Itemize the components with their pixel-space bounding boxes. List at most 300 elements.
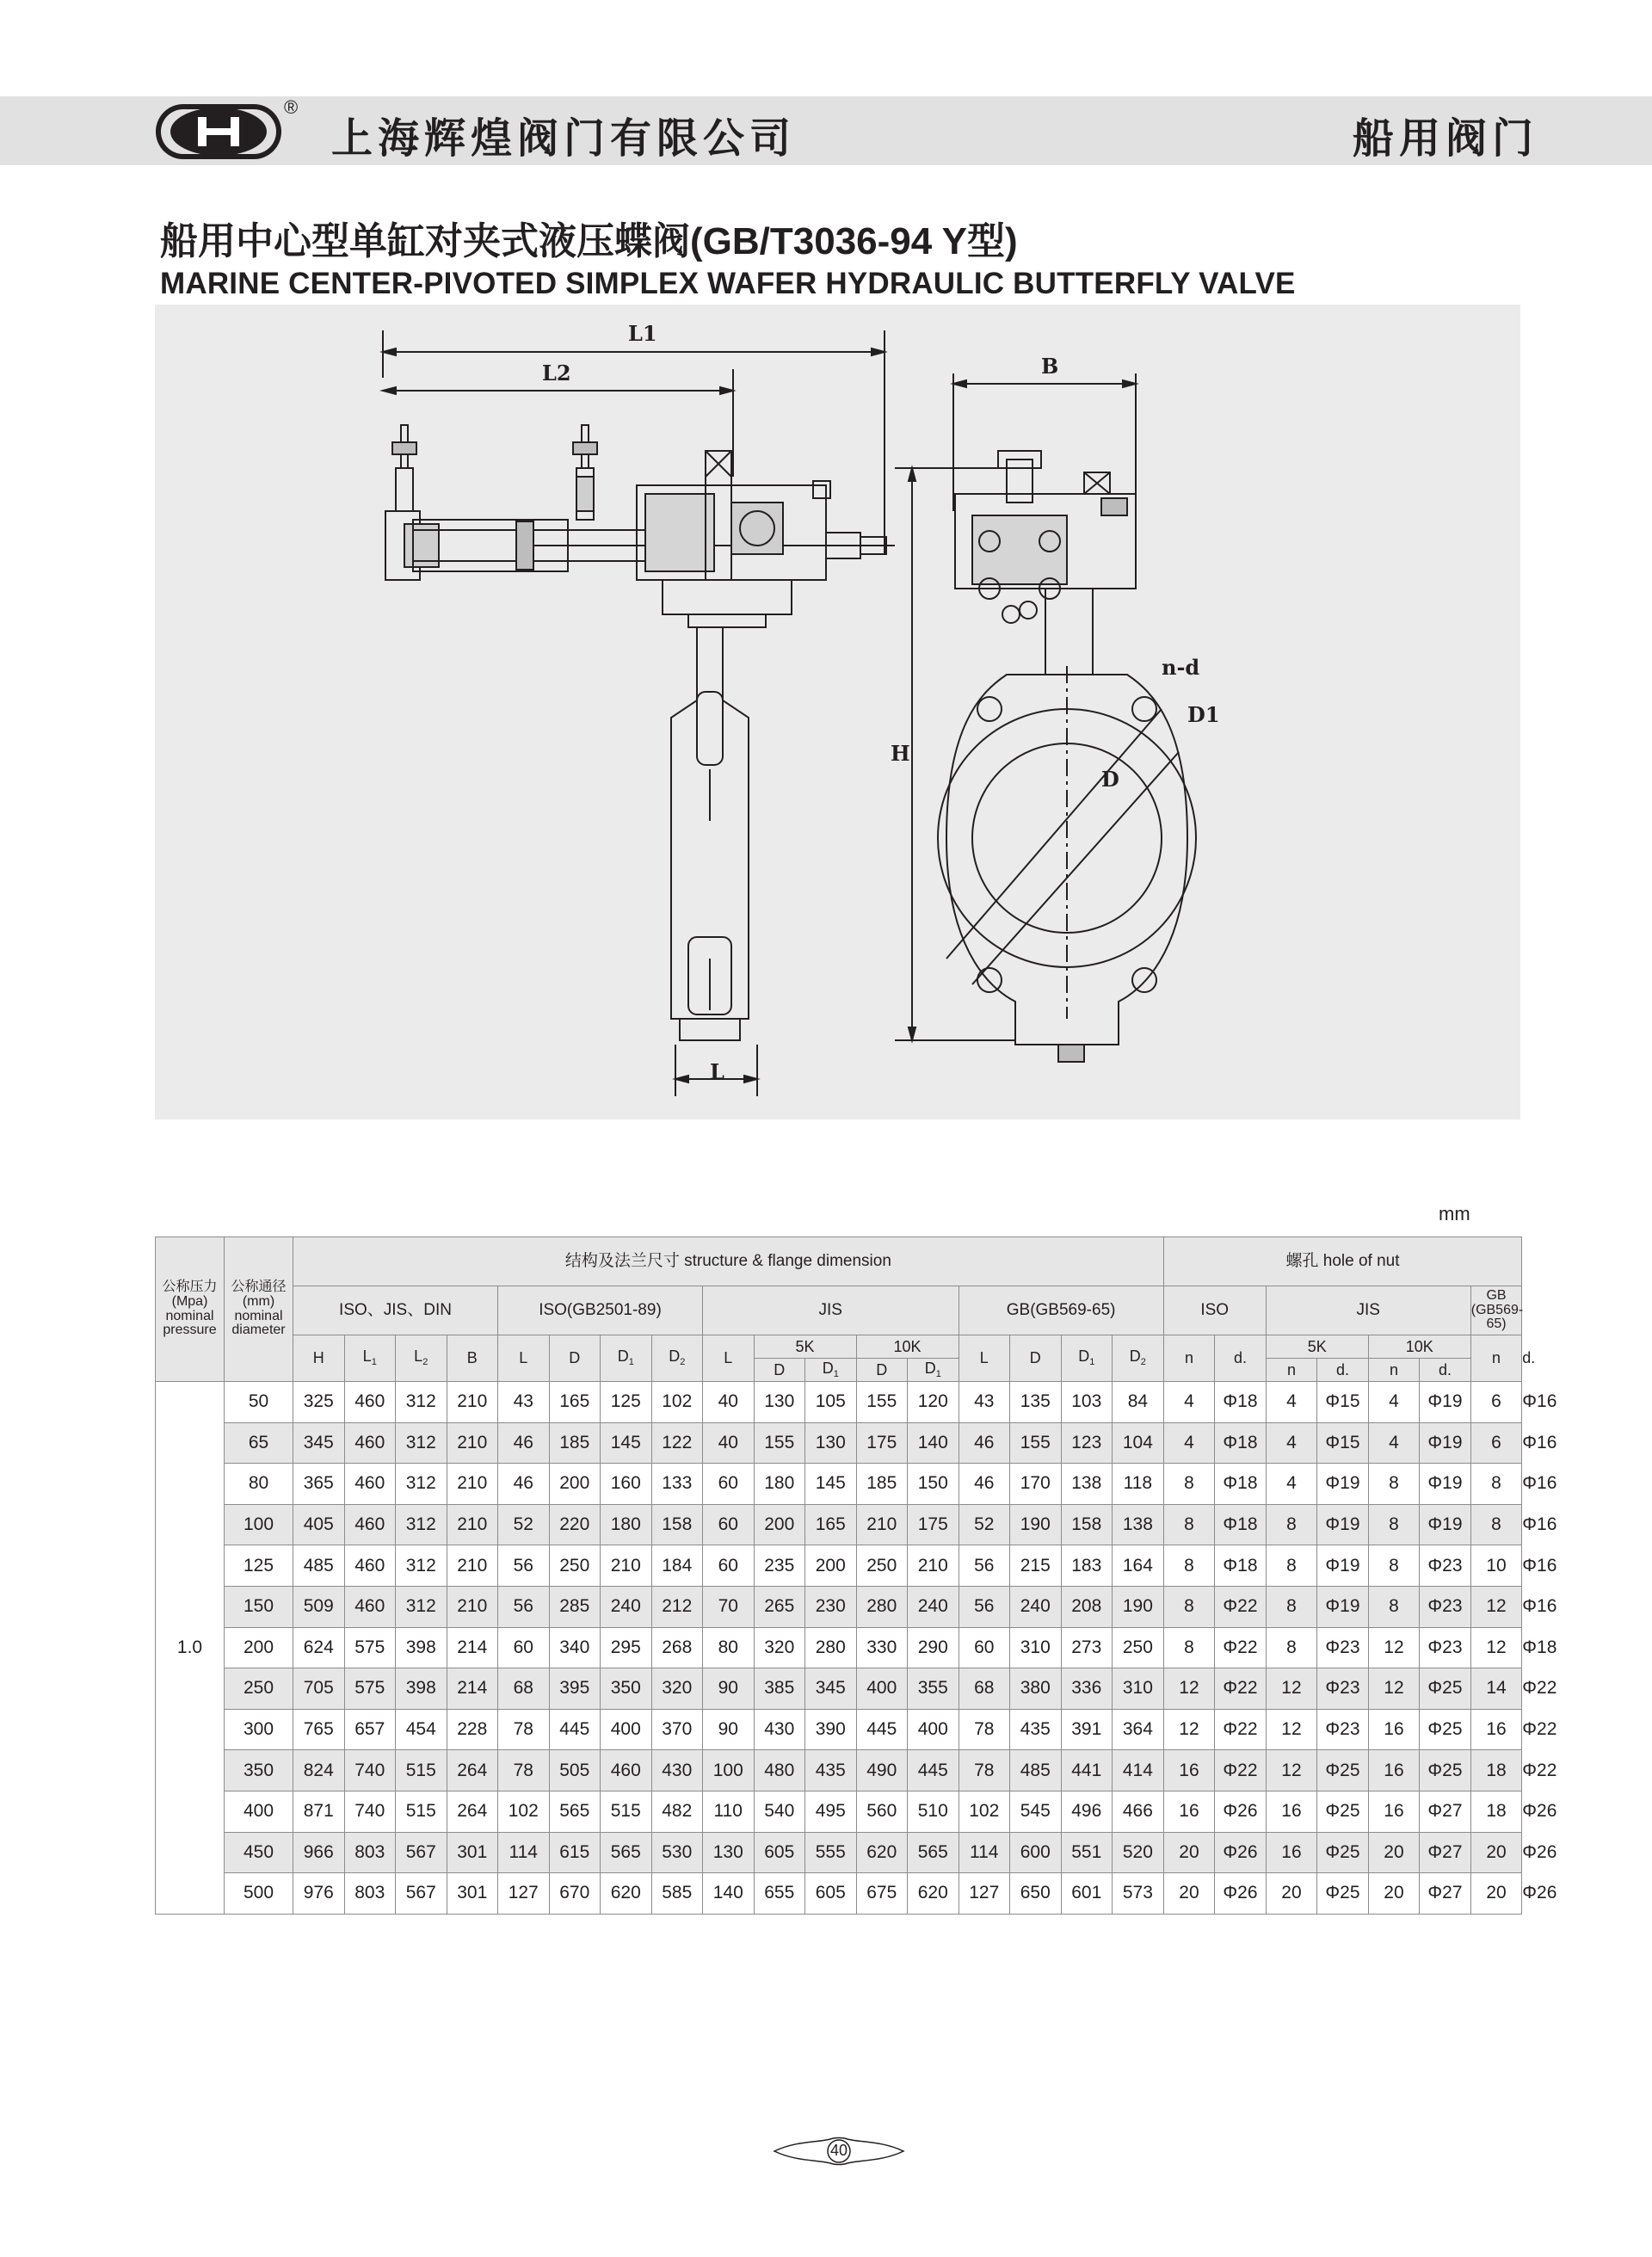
page-number: 40 — [829, 2142, 848, 2159]
table-cell: 43 — [959, 1382, 1010, 1423]
table-cell: Φ26 — [1215, 1791, 1267, 1832]
table-cell: 824 — [293, 1750, 345, 1791]
table-cell: 20 — [1368, 1832, 1420, 1873]
table-cell: 8 — [1163, 1586, 1215, 1627]
table-cell: 235 — [754, 1545, 805, 1587]
table-cell: 4 — [1163, 1422, 1215, 1464]
table-cell: 56 — [498, 1586, 550, 1627]
valve-drawing — [155, 305, 1520, 1119]
table-cell: Φ22 — [1215, 1668, 1267, 1710]
hdr-iso-d: D — [549, 1335, 601, 1382]
table-cell: 340 — [549, 1627, 601, 1668]
table-cell: 336 — [1061, 1668, 1113, 1710]
table-cell: 325 — [293, 1382, 345, 1423]
table-cell: Φ18 — [1215, 1382, 1267, 1423]
hdr-jis-10k: 10K — [856, 1335, 959, 1359]
table-cell: Φ25 — [1317, 1832, 1369, 1873]
table-cell: 460 — [344, 1545, 396, 1587]
dim-label-nd: n-d — [1162, 655, 1200, 680]
pressure-cell: 1.0 — [156, 1382, 225, 1915]
table-cell: 320 — [754, 1627, 805, 1668]
table-cell: 657 — [344, 1709, 396, 1750]
page-title-en: MARINE CENTER-PIVOTED SIMPLEX WAFER HYDRAULIC BUTTERFLY VALVE — [160, 267, 1296, 300]
dim-label-d1: D1 — [1187, 702, 1220, 727]
table-cell: 310 — [1113, 1668, 1164, 1710]
table-cell: Φ27 — [1420, 1832, 1471, 1873]
table-cell: 435 — [805, 1750, 857, 1791]
table-cell: 400 — [856, 1668, 908, 1710]
table-cell: 345 — [293, 1422, 345, 1464]
dim-label-d: D — [1101, 767, 1119, 792]
table-cell: 110 — [703, 1791, 755, 1832]
table-cell: 240 — [1010, 1586, 1062, 1627]
table-cell: 70 — [703, 1586, 755, 1627]
table-cell: 12 — [1163, 1709, 1215, 1750]
table-cell: 482 — [651, 1791, 703, 1832]
dimension-table: 公称压力 (Mpa) nominal pressure 公称通径 (mm) nominal diameter 结构及法兰尺寸 structure & flange dimension 螺孔 hole of nut ISO、JIS、DIN ISO(GB2501-89) JIS GB(GB569-65) ISO JIS GB (GB569-65) H $L_1$ $L_2$ B L D $D_1$ $D_2$ L 5K 10K L D $D_1$ $D_2$ n d. 5K 10K n d. D $D_1$ D $D_1$ n d. n d. 1.0 50 325 460 312 210 43 165 125 102 40 130 105 155 120 43 135 103 84 4 Φ18 4 Φ15 4 Φ19 6 Φ16 65 345 460 312 210 46 185 145 122 40 155 130 175 140 46 155 123 104 4 Φ18 4 Φ15 4 Φ19 6 Φ16 80 365 460 312 210 46 200 160 133 60 180 145 185 150 46 170 138 118 8 Φ18 4 Φ19 8 Φ19 8 Φ16 100 405 460 312 210 52 220 180 158 60 200 165 210 175 52 190 158 138 8 Φ18 8 Φ19 8 Φ19 8 Φ16 125 485 460 312 210 56 250 210 184 60 235 200 250 210 56 215 183 164 8 Φ18 8 Φ19 8 Φ23 10 Φ16 150 509 460 312 210 56 285 240 212 70 265 230 280 240 56 240 208 190 8 Φ22 8 Φ19 8 Φ23 12 Φ16 200 624 575 398 214 60 340 295 268 80 320 280 330 290 60 310 273 250 8 Φ22 8 Φ23 12 Φ23 12 Φ18 250 705 575 398 214 68 395 350 320 90 385 345 400 355 68 380 336 310 12 Φ22 12 Φ23 12 Φ25 14 Φ22 300 765 657 454 228 78 445 400 370 90 430 390 445 400 78 435 391 364 12 Φ22 12 Φ23 16 Φ25 16 Φ22 350 824 740 515 264 78 505 460 430 100 480 435 490 445 78 485 441 414 16 Φ22 12 Φ25 16 Φ25 18 Φ22 400 871 740 515 264 102 565 515 482 110 540 495 560 510 102 545 496 466 16 Φ26 16 Φ25 16 Φ27 18 Φ26 450 966 803 567 301 114 615 565 530 130 605 555 620 565 114 600 551 520 20 Φ26 16 Φ25 20 Φ27 20 Φ26 500 976 803 567 301 127 670 620 585 140 655 605 675 620 127 650 601 573 20 Φ26 20 Φ25 20 Φ27 20 Φ26 — [155, 1236, 1522, 1915]
table-row: 80 365 460 312 210 46 200 160 133 60 180 145 185 150 46 170 138 118 8 Φ18 4 Φ19 8 Φ19 8 Φ16 — [156, 1464, 1522, 1505]
hdr-pressure: 公称压力 (Mpa) nominal pressure — [156, 1237, 225, 1382]
dim-label-b: B — [1041, 354, 1059, 379]
hdr-iso-jis-din: ISO、JIS、DIN — [293, 1286, 498, 1335]
table-cell: 8 — [1368, 1464, 1420, 1505]
hdr-iso-n: n — [1163, 1335, 1215, 1382]
table-cell: 310 — [1010, 1627, 1062, 1668]
table-cell: 345 — [805, 1668, 857, 1710]
table-cell: 60 — [498, 1627, 550, 1668]
table-cell: 8 — [1470, 1504, 1522, 1545]
table-cell: 12 — [1368, 1627, 1420, 1668]
table-cell: 68 — [498, 1668, 550, 1710]
table-cell: 78 — [959, 1750, 1010, 1791]
table-cell: 650 — [1010, 1873, 1062, 1915]
table-cell: 265 — [754, 1586, 805, 1627]
table-cell: 20 — [1266, 1873, 1317, 1915]
table-cell: 320 — [651, 1668, 703, 1710]
hdr-iso-dd: d. — [1215, 1335, 1267, 1382]
table-cell: 190 — [1113, 1586, 1164, 1627]
table-cell: 370 — [651, 1709, 703, 1750]
table-cell: 545 — [1010, 1791, 1062, 1832]
unit-label: mm — [1439, 1203, 1470, 1224]
table-cell: 130 — [805, 1422, 857, 1464]
table-cell: 445 — [908, 1750, 959, 1791]
table-cell: 430 — [754, 1709, 805, 1750]
hdr-gb-d2: $D_2$ — [1113, 1335, 1164, 1382]
table-cell: 460 — [344, 1586, 396, 1627]
table-row: 1.0 50 325 460 312 210 43 165 125 102 40 130 105 155 120 43 135 103 84 4 Φ18 4 Φ15 4 Φ19 6 Φ16 — [156, 1382, 1522, 1423]
table-cell: 20 — [1470, 1832, 1522, 1873]
dim-label-l1: L1 — [628, 321, 657, 346]
table-cell: 214 — [447, 1627, 498, 1668]
table-cell: 605 — [754, 1832, 805, 1873]
table-cell: 102 — [959, 1791, 1010, 1832]
table-cell: 400 — [908, 1709, 959, 1750]
valve-drawing-svg — [155, 305, 1520, 1119]
table-cell: 565 — [601, 1832, 652, 1873]
table-cell: 8 — [1163, 1627, 1215, 1668]
table-cell: 105 — [805, 1382, 857, 1423]
table-cell: 127 — [498, 1873, 550, 1915]
table-cell: 505 — [549, 1750, 601, 1791]
table-cell: Φ19 — [1317, 1545, 1369, 1587]
table-cell: 180 — [601, 1504, 652, 1545]
table-cell: 615 — [549, 1832, 601, 1873]
table-cell: 364 — [1113, 1709, 1164, 1750]
table-cell: 395 — [549, 1668, 601, 1710]
table-cell: 8 — [1163, 1504, 1215, 1545]
table-cell: 138 — [1061, 1464, 1113, 1505]
table-cell: 295 — [601, 1627, 652, 1668]
table-cell: 400 — [601, 1709, 652, 1750]
table-cell: 165 — [805, 1504, 857, 1545]
table-cell: 210 — [908, 1545, 959, 1587]
table-cell: 145 — [601, 1422, 652, 1464]
table-cell: 4 — [1266, 1464, 1317, 1505]
table-cell: 102 — [498, 1791, 550, 1832]
table-cell: 118 — [1113, 1464, 1164, 1505]
table-cell: 565 — [549, 1791, 601, 1832]
table-cell: 100 — [703, 1750, 755, 1791]
table-cell: 600 — [1010, 1832, 1062, 1873]
table-cell: 285 — [549, 1586, 601, 1627]
table-cell: 540 — [754, 1791, 805, 1832]
table-cell: 155 — [856, 1382, 908, 1423]
table-cell: 114 — [498, 1832, 550, 1873]
table-cell: 175 — [908, 1504, 959, 1545]
table-cell: 103 — [1061, 1382, 1113, 1423]
table-cell: 4 — [1368, 1382, 1420, 1423]
table-cell: Φ19 — [1420, 1504, 1471, 1545]
table-cell: 43 — [498, 1382, 550, 1423]
table-cell: 510 — [908, 1791, 959, 1832]
table-cell: 10 — [1470, 1545, 1522, 1587]
diameter-cell: 125 — [225, 1545, 293, 1587]
diameter-cell: 250 — [225, 1668, 293, 1710]
table-cell: 460 — [601, 1750, 652, 1791]
table-cell: 56 — [498, 1545, 550, 1587]
table-cell: 210 — [601, 1545, 652, 1587]
table-cell: 220 — [549, 1504, 601, 1545]
table-cell: 280 — [805, 1627, 857, 1668]
table-cell: Φ27 — [1420, 1873, 1471, 1915]
table-cell: Φ23 — [1420, 1545, 1471, 1587]
table-cell: 155 — [1010, 1422, 1062, 1464]
table-cell: 183 — [1061, 1545, 1113, 1587]
hdr-l2: $L_2$ — [396, 1335, 447, 1382]
table-cell: 90 — [703, 1709, 755, 1750]
table-cell: 125 — [601, 1382, 652, 1423]
hdr-jis-5k-d1: $D_1$ — [805, 1359, 857, 1382]
table-cell: 84 — [1113, 1382, 1164, 1423]
table-cell: 12 — [1163, 1668, 1215, 1710]
table-cell: 200 — [805, 1545, 857, 1587]
table-cell: 670 — [549, 1873, 601, 1915]
table-cell: 210 — [447, 1422, 498, 1464]
table-cell: 280 — [856, 1586, 908, 1627]
table-cell: 46 — [498, 1422, 550, 1464]
page-number-ornament — [770, 2134, 908, 2168]
table-cell: Φ19 — [1317, 1504, 1369, 1545]
table-cell: 90 — [703, 1668, 755, 1710]
table-cell: 273 — [1061, 1627, 1113, 1668]
hdr-gb-d1: $D_1$ — [1061, 1335, 1113, 1382]
table-cell: 184 — [651, 1545, 703, 1587]
table-cell: 185 — [856, 1464, 908, 1505]
table-cell: 605 — [805, 1873, 857, 1915]
table-cell: 871 — [293, 1791, 345, 1832]
table-cell: 175 — [856, 1422, 908, 1464]
table-cell: 4 — [1266, 1382, 1317, 1423]
hdr-structure: 结构及法兰尺寸 structure & flange dimension — [293, 1237, 1164, 1286]
table-cell: 485 — [1010, 1750, 1062, 1791]
dim-label-h: H — [891, 741, 910, 766]
table-cell: 210 — [447, 1504, 498, 1545]
table-cell: 264 — [447, 1791, 498, 1832]
table-cell: 104 — [1113, 1422, 1164, 1464]
table-cell: 20 — [1470, 1873, 1522, 1915]
table-body — [156, 1382, 1557, 1915]
table-cell: 350 — [601, 1668, 652, 1710]
table-cell: 200 — [754, 1504, 805, 1545]
table-cell: Φ23 — [1420, 1627, 1471, 1668]
table-cell: 16 — [1368, 1791, 1420, 1832]
table-cell: 8 — [1163, 1464, 1215, 1505]
table-cell: 20 — [1163, 1873, 1215, 1915]
table-row: 125 485 460 312 210 56 250 210 184 60 235 200 250 210 56 215 183 164 8 Φ18 8 Φ19 8 Φ23 10 Φ16 — [156, 1545, 1522, 1587]
table-cell: Φ27 — [1420, 1791, 1471, 1832]
table-cell: Φ25 — [1420, 1750, 1471, 1791]
table-cell: 78 — [498, 1750, 550, 1791]
diameter-cell: 350 — [225, 1750, 293, 1791]
table-cell: 8 — [1163, 1545, 1215, 1587]
table-cell: 8 — [1266, 1586, 1317, 1627]
diameter-cell: 100 — [225, 1504, 293, 1545]
table-cell: 466 — [1113, 1791, 1164, 1832]
dimension-table-wrap — [155, 1236, 1557, 1915]
table-cell: 200 — [549, 1464, 601, 1505]
table-cell: 14 — [1470, 1668, 1522, 1710]
table-cell: 312 — [396, 1586, 447, 1627]
table-cell: 4 — [1368, 1422, 1420, 1464]
table-cell: 212 — [651, 1586, 703, 1627]
table-cell: Φ23 — [1420, 1586, 1471, 1627]
table-cell: 6 — [1470, 1422, 1522, 1464]
table-cell: 398 — [396, 1627, 447, 1668]
table-cell: 290 — [908, 1627, 959, 1668]
table-cell: 16 — [1163, 1750, 1215, 1791]
table-cell: 490 — [856, 1750, 908, 1791]
table-cell: 312 — [396, 1464, 447, 1505]
table-cell: 460 — [344, 1504, 396, 1545]
table-cell: 312 — [396, 1382, 447, 1423]
table-cell: Φ25 — [1317, 1791, 1369, 1832]
table-cell: 8 — [1368, 1586, 1420, 1627]
table-cell: 355 — [908, 1668, 959, 1710]
table-cell: 454 — [396, 1709, 447, 1750]
table-cell: 560 — [856, 1791, 908, 1832]
table-cell: 301 — [447, 1873, 498, 1915]
table-cell: 16 — [1368, 1750, 1420, 1791]
table-cell: Φ23 — [1317, 1709, 1369, 1750]
table-cell: 80 — [703, 1627, 755, 1668]
table-cell: 135 — [1010, 1382, 1062, 1423]
table-cell: 620 — [908, 1873, 959, 1915]
table-cell: 485 — [293, 1545, 345, 1587]
table-cell: Φ19 — [1420, 1422, 1471, 1464]
table-cell: 114 — [959, 1832, 1010, 1873]
table-cell: 6 — [1470, 1382, 1522, 1423]
table-cell: 210 — [856, 1504, 908, 1545]
hdr-gb-l: L — [959, 1335, 1010, 1382]
table-cell: Φ22 — [1215, 1586, 1267, 1627]
table-cell: 68 — [959, 1668, 1010, 1710]
table-cell: 140 — [908, 1422, 959, 1464]
table-cell: 620 — [856, 1832, 908, 1873]
hdr-nut-10k-d: d. — [1420, 1359, 1471, 1382]
table-cell: 165 — [549, 1382, 601, 1423]
table-cell: 330 — [856, 1627, 908, 1668]
table-cell: 8 — [1368, 1504, 1420, 1545]
table-cell: 966 — [293, 1832, 345, 1873]
table-cell: 180 — [754, 1464, 805, 1505]
page-title-cn: 船用中心型单缸对夹式液压蝶阀(GB/T3036-94 Y型) — [160, 220, 1018, 262]
table-row: 100 405 460 312 210 52 220 180 158 60 200 165 210 175 52 190 158 138 8 Φ18 8 Φ19 8 Φ19 8 Φ16 — [156, 1504, 1522, 1545]
table-cell: Φ19 — [1317, 1586, 1369, 1627]
company-name: 上海辉煌阀门有限公司 — [331, 116, 797, 162]
table-cell: 460 — [344, 1422, 396, 1464]
table-cell: Φ19 — [1420, 1464, 1471, 1505]
table-cell: 210 — [447, 1586, 498, 1627]
company-logo — [155, 103, 282, 160]
table-cell: 390 — [805, 1709, 857, 1750]
table-cell: 46 — [959, 1422, 1010, 1464]
table-cell: 414 — [1113, 1750, 1164, 1791]
table-cell: 46 — [959, 1464, 1010, 1505]
table-row: 450 966 803 567 301 114 615 565 530 130 605 555 620 565 114 600 551 520 20 Φ26 16 Φ25 20 Φ27 20 Φ26 — [156, 1832, 1522, 1873]
table-cell: Φ25 — [1317, 1873, 1369, 1915]
table-cell: 150 — [908, 1464, 959, 1505]
table-cell: 12 — [1470, 1586, 1522, 1627]
table-cell: 120 — [908, 1382, 959, 1423]
table-cell: 268 — [651, 1627, 703, 1668]
table-cell: 230 — [805, 1586, 857, 1627]
table-cell: 575 — [344, 1668, 396, 1710]
table-cell: 575 — [344, 1627, 396, 1668]
diameter-cell: 65 — [225, 1422, 293, 1464]
diameter-cell: 500 — [225, 1873, 293, 1915]
table-cell: 164 — [1113, 1545, 1164, 1587]
table-cell: Φ26 — [1215, 1832, 1267, 1873]
table-cell: 130 — [703, 1832, 755, 1873]
table-cell: 52 — [959, 1504, 1010, 1545]
table-cell: 240 — [601, 1586, 652, 1627]
table-cell: 16 — [1266, 1832, 1317, 1873]
hdr-iso-nut: ISO — [1163, 1286, 1266, 1335]
table-cell: 133 — [651, 1464, 703, 1505]
table-cell: 250 — [549, 1545, 601, 1587]
table-cell: 624 — [293, 1627, 345, 1668]
table-row: 250 705 575 398 214 68 395 350 320 90 385 345 400 355 68 380 336 310 12 Φ22 12 Φ23 12 Φ25 14 Φ22 — [156, 1668, 1522, 1710]
hdr-l1: $L_1$ — [344, 1335, 396, 1382]
table-cell: 460 — [344, 1382, 396, 1423]
table-cell: Φ22 — [1215, 1750, 1267, 1791]
dim-label-l: L — [710, 1059, 724, 1084]
hdr-iso-d1: $D_1$ — [601, 1335, 652, 1382]
table-cell: 185 — [549, 1422, 601, 1464]
table-cell: Φ22 — [1215, 1627, 1267, 1668]
table-cell: 12 — [1368, 1668, 1420, 1710]
hdr-jis: JIS — [703, 1286, 959, 1335]
table-cell: 301 — [447, 1832, 498, 1873]
table-cell: 16 — [1368, 1709, 1420, 1750]
table-cell: 138 — [1113, 1504, 1164, 1545]
table-cell: 4 — [1266, 1422, 1317, 1464]
table-cell: 158 — [1061, 1504, 1113, 1545]
table-cell: 8 — [1266, 1627, 1317, 1668]
table-cell: Φ22 — [1215, 1709, 1267, 1750]
table-cell: 705 — [293, 1668, 345, 1710]
dim-label-l2: L2 — [542, 361, 571, 385]
table-cell: 515 — [601, 1791, 652, 1832]
table-cell: 803 — [344, 1832, 396, 1873]
table-cell: 480 — [754, 1750, 805, 1791]
table-row: 65 345 460 312 210 46 185 145 122 40 155 130 175 140 46 155 123 104 4 Φ18 4 Φ15 4 Φ19 6 Φ16 — [156, 1422, 1522, 1464]
table-cell: 405 — [293, 1504, 345, 1545]
diameter-cell: 400 — [225, 1791, 293, 1832]
table-cell: Φ15 — [1317, 1382, 1369, 1423]
hdr-jis-nut: JIS — [1266, 1286, 1470, 1335]
table-cell: 312 — [396, 1422, 447, 1464]
table-cell: 520 — [1113, 1832, 1164, 1873]
table-cell: 765 — [293, 1709, 345, 1750]
hdr-jis-10k-d: D — [856, 1359, 908, 1382]
table-cell: Φ15 — [1317, 1422, 1369, 1464]
catalog-category: 船用阀门 — [1353, 116, 1539, 162]
table-cell: 8 — [1266, 1545, 1317, 1587]
hdr-b: B — [447, 1335, 498, 1382]
table-cell: 210 — [447, 1545, 498, 1587]
table-cell: 803 — [344, 1873, 396, 1915]
table-cell: 46 — [498, 1464, 550, 1505]
table-cell: Φ23 — [1317, 1668, 1369, 1710]
table-cell: 18 — [1470, 1791, 1522, 1832]
table-cell: Φ26 — [1215, 1873, 1267, 1915]
table-row: 300 765 657 454 228 78 445 400 370 90 430 390 445 400 78 435 391 364 12 Φ22 12 Φ23 16 Φ25 16 Φ22 — [156, 1709, 1522, 1750]
table-cell: 16 — [1163, 1791, 1215, 1832]
table-cell: 78 — [959, 1709, 1010, 1750]
hdr-nut-10k: 10K — [1368, 1335, 1470, 1359]
diameter-cell: 200 — [225, 1627, 293, 1668]
table-cell: 365 — [293, 1464, 345, 1505]
table-cell: 210 — [447, 1464, 498, 1505]
table-cell: 56 — [959, 1545, 1010, 1587]
table-cell: 12 — [1266, 1709, 1317, 1750]
table-cell: 78 — [498, 1709, 550, 1750]
table-cell: Φ19 — [1420, 1382, 1471, 1423]
table-cell: 240 — [908, 1586, 959, 1627]
table-cell: 380 — [1010, 1668, 1062, 1710]
table-cell: Φ18 — [1215, 1464, 1267, 1505]
table-cell: 122 — [651, 1422, 703, 1464]
table-cell: 391 — [1061, 1709, 1113, 1750]
table-cell: 20 — [1368, 1873, 1420, 1915]
hdr-h: H — [293, 1335, 345, 1382]
table-cell: 8 — [1368, 1545, 1420, 1587]
table-cell: 145 — [805, 1464, 857, 1505]
table-cell: Φ25 — [1420, 1709, 1471, 1750]
hdr-iso-gb2501: ISO(GB2501-89) — [498, 1286, 703, 1335]
